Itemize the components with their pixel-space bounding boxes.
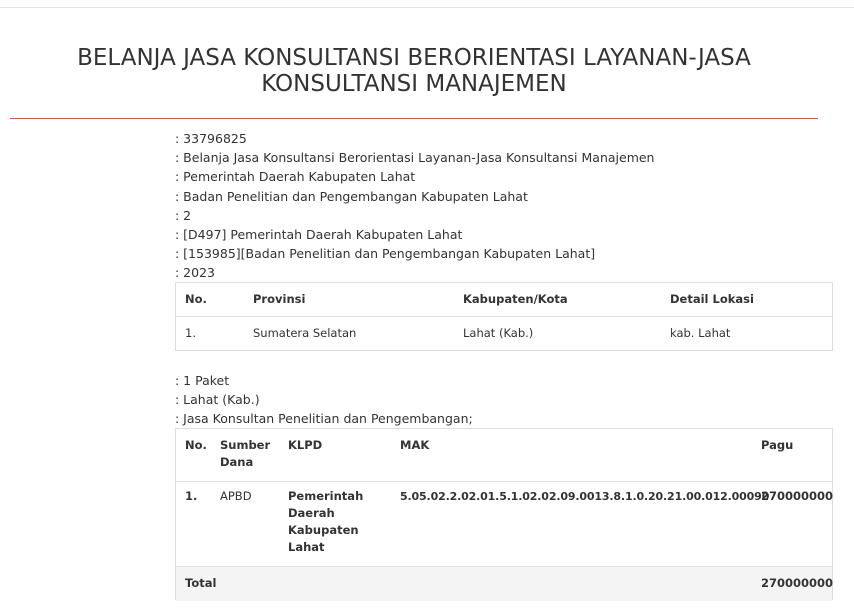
cell-sumber: APBD [220, 489, 252, 503]
sumber-dana-table [175, 428, 833, 600]
field-value: : Pemerintah Daerah Kabupaten Lahat [175, 169, 416, 184]
col-header-no: No. [185, 292, 207, 306]
field-value: : 1 Paket [175, 373, 230, 388]
col-header-sumber-2: Dana [220, 455, 254, 469]
cell-mak: 5.05.02.2.02.01.5.1.02.02.09.0013.8.1.0.20.21.00.012.00090 [400, 490, 770, 503]
cell-pagu: 270000000 [761, 489, 834, 503]
cell-klpd-4: Lahat [288, 540, 325, 554]
field-value: : Badan Penelitian dan Pengembangan Kabupaten Lahat [175, 189, 528, 204]
col-header-kabupaten: Kabupaten/Kota [463, 292, 568, 306]
col-header-mak: MAK [400, 438, 430, 452]
cell-provinsi: Sumatera Selatan [253, 326, 357, 340]
cell-klpd-3: Kabupaten [288, 523, 359, 537]
field-value: : Belanja Jasa Konsultansi Berorientasi Layanan-Jasa Konsultansi Manajemen [175, 150, 655, 165]
field-value: : Lahat (Kab.) [175, 392, 260, 407]
table-total-row [176, 566, 832, 601]
field-value: : Jasa Konsultan Penelitian dan Pengembangan; [175, 411, 473, 426]
lokasi-table [175, 282, 833, 351]
col-header-pagu: Pagu [761, 438, 794, 452]
col-header-sumber: Sumber [220, 438, 271, 452]
cell-detail: kab. Lahat [670, 326, 731, 340]
field-value: : [D497] Pemerintah Daerah Kabupaten Lahat [175, 227, 463, 242]
field-value: : 2 [175, 208, 192, 223]
total-value: 270000000 [761, 576, 834, 590]
table-header [176, 283, 832, 317]
field-value: : [153985][Badan Penelitian dan Pengembangan Kabupaten Lahat] [175, 246, 596, 261]
field-value: : 2023 [175, 265, 215, 280]
page-title: BELANJA JASA KONSULTANSI BERORIENTASI LAYANAN-JASA KONSULTANSI MANAJEMEN [77, 45, 751, 98]
col-header-provinsi: Provinsi [253, 292, 306, 306]
table-header [176, 429, 832, 482]
col-header-no: No. [185, 438, 207, 452]
title-divider [10, 118, 818, 119]
cell-no: 1. [185, 326, 196, 340]
cell-klpd-1: Pemerintah [288, 489, 364, 503]
total-label: Total [185, 576, 217, 590]
cell-kabupaten: Lahat (Kab.) [463, 326, 534, 340]
cell-no: 1. [185, 489, 198, 503]
col-header-detail: Detail Lokasi [670, 292, 754, 306]
top-divider [0, 7, 854, 8]
cell-klpd-2: Daerah [288, 506, 335, 520]
field-value: : 33796825 [175, 131, 247, 146]
col-header-klpd: KLPD [288, 438, 323, 452]
